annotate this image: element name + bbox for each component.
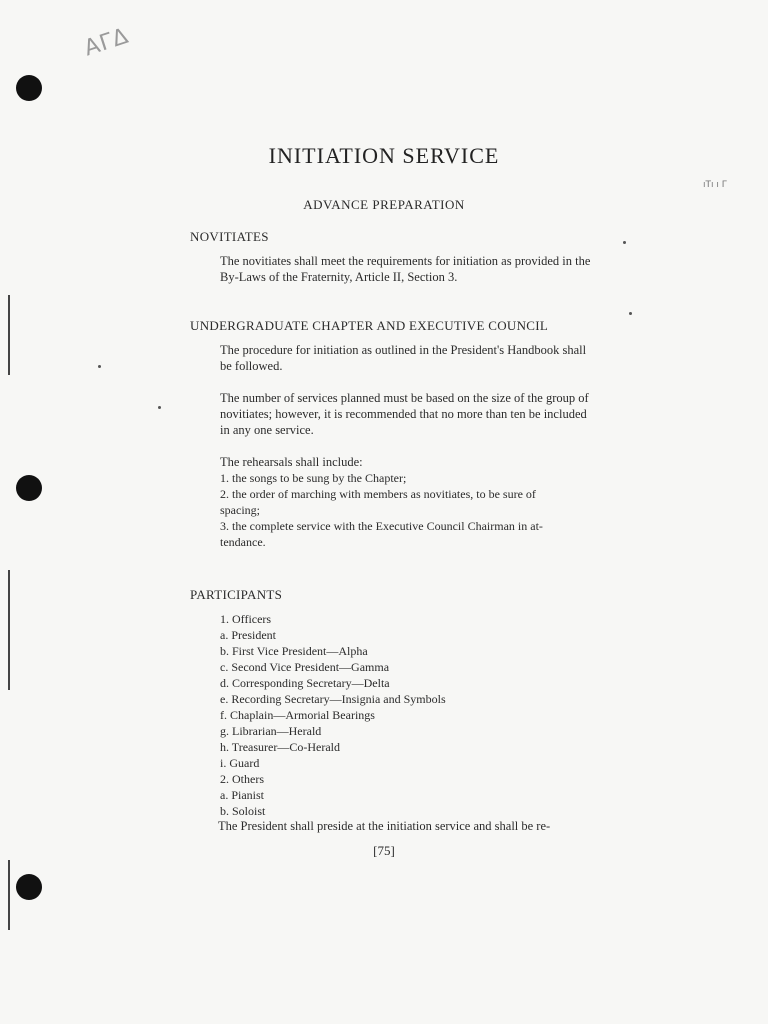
- list-item: e. Recording Secretary—Insignia and Symbols: [220, 692, 446, 706]
- list-item: a. President: [220, 628, 276, 642]
- page-number: [75]: [373, 843, 395, 858]
- section-heading-council: UNDERGRADUATE CHAPTER AND EXECUTIVE COUNCIL: [190, 318, 549, 333]
- page-title: INITIATION SERVICE: [268, 143, 500, 168]
- scan-speck: [98, 365, 101, 368]
- rehearsals-intro: The rehearsals shall include:: [220, 455, 363, 469]
- binder-hole-bottom: [16, 874, 42, 900]
- list-item: h. Treasurer—Co-Herald: [220, 740, 340, 754]
- list-item: i. Guard: [220, 756, 260, 770]
- list-item: b. First Vice President—Alpha: [220, 644, 368, 658]
- officers-label: 1. Officers: [220, 612, 272, 626]
- edge-mark: [8, 295, 10, 375]
- scan-speck: [629, 312, 632, 315]
- section-heading-participants: PARTICIPANTS: [190, 587, 283, 602]
- list-item: g. Librarian—Herald: [220, 724, 322, 738]
- scan-speck: [623, 241, 626, 244]
- scan-speck: [158, 406, 161, 409]
- others-label: 2. Others: [220, 772, 264, 786]
- list-item: spacing;: [220, 503, 260, 517]
- list-item: d. Corresponding Secretary—Delta: [220, 676, 390, 690]
- list-item: a. Pianist: [220, 788, 264, 802]
- list-item: c. Second Vice President—Gamma: [220, 660, 390, 674]
- margin-mark: ıΤı ı Γ: [703, 180, 727, 190]
- council-para-2: The number of services planned must be based on the size of the group of novitiates; however, it is recommended that no more than ten be included in any one service.: [220, 391, 589, 437]
- list-item: 1. the songs to be sung by the Chapter;: [220, 471, 407, 485]
- binder-hole-top: [16, 75, 42, 101]
- novitiates-text: The novitiates shall meet the requirements for initiation as provided in the By-Laws of the Fraternity, Article II, Section 3.: [220, 254, 591, 284]
- section-heading-novitiates: NOVITIATES: [190, 229, 269, 244]
- rehearsals-list: [220, 470, 600, 550]
- council-para-1: The procedure for initiation as outlined in the President's Handbook shall be followed.: [220, 343, 587, 373]
- closing-text: The President shall preside at the initiation service and shall be re-: [218, 819, 551, 833]
- list-item: 3. the complete service with the Executive Council Chairman in at-: [220, 519, 543, 533]
- list-item: f. Chaplain—Armorial Bearings: [220, 708, 375, 722]
- edge-mark: [8, 570, 10, 690]
- edge-mark: [8, 860, 10, 930]
- list-item: 2. the order of marching with members as novitiates, to be sure of: [220, 487, 536, 501]
- list-item: b. Soloist: [220, 804, 266, 818]
- list-item: tendance.: [220, 535, 266, 549]
- participants-list: [220, 611, 600, 819]
- page-subtitle: ADVANCE PREPARATION: [303, 197, 465, 212]
- handwritten-note: AΓΔ: [81, 23, 133, 62]
- binder-hole-middle: [16, 475, 42, 501]
